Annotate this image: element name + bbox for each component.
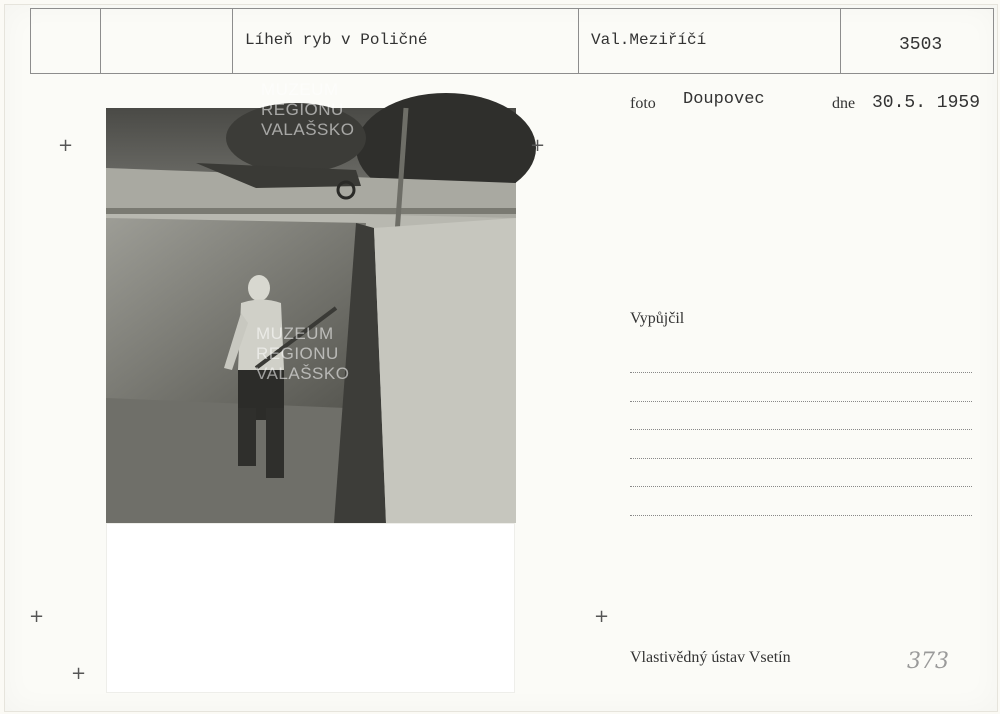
plank — [106, 208, 516, 214]
photo-scene — [106, 108, 516, 523]
watermark-line: VALAŠSKO — [256, 364, 350, 383]
loan-line — [630, 401, 972, 402]
trench-floor — [106, 398, 356, 523]
institution-name: Vlastivědný ústav Vsetín — [630, 649, 791, 666]
watermark-line: REGIONU — [256, 344, 339, 363]
watermark-line: VALAŠSKO — [261, 120, 355, 139]
photo-mount — [106, 523, 515, 693]
loan-line — [630, 429, 972, 430]
header-cell-number — [840, 8, 994, 74]
right-bank — [374, 218, 516, 523]
watermark-line: REGIONU — [261, 100, 344, 119]
photographer-name: Doupovec — [683, 90, 765, 109]
handwritten-number: 373 — [907, 649, 949, 674]
header-title: Líheň ryb v Poličné — [245, 31, 428, 49]
registration-mark: + — [594, 606, 610, 627]
photograph — [106, 80, 516, 523]
loan-line — [630, 458, 972, 459]
loan-line — [630, 515, 972, 516]
header-table — [30, 8, 994, 72]
watermark-middle — [256, 324, 349, 384]
watermark-line: MUZEUM — [256, 324, 334, 343]
header-cell-title — [232, 8, 579, 74]
header-cell-empty-1 — [30, 8, 101, 74]
foto-label: foto — [630, 95, 656, 112]
loan-line — [630, 372, 972, 373]
header-place: Val.Meziříčí — [591, 31, 707, 49]
header-number: 3503 — [899, 35, 943, 55]
header-cell-place — [578, 8, 841, 74]
registration-mark: + — [58, 135, 74, 156]
watermark-line: MUZEUM — [261, 80, 339, 99]
header-cell-empty-2 — [100, 8, 233, 74]
date-label: dne — [832, 95, 856, 112]
registration-mark: + — [29, 606, 45, 627]
loan-line — [630, 486, 972, 487]
registration-mark: + — [71, 663, 87, 684]
loan-label: Vypůjčil — [630, 310, 685, 327]
watermark-top — [261, 80, 354, 140]
registration-mark: + — [530, 135, 546, 156]
photo-date: 30.5. 1959 — [872, 93, 981, 113]
